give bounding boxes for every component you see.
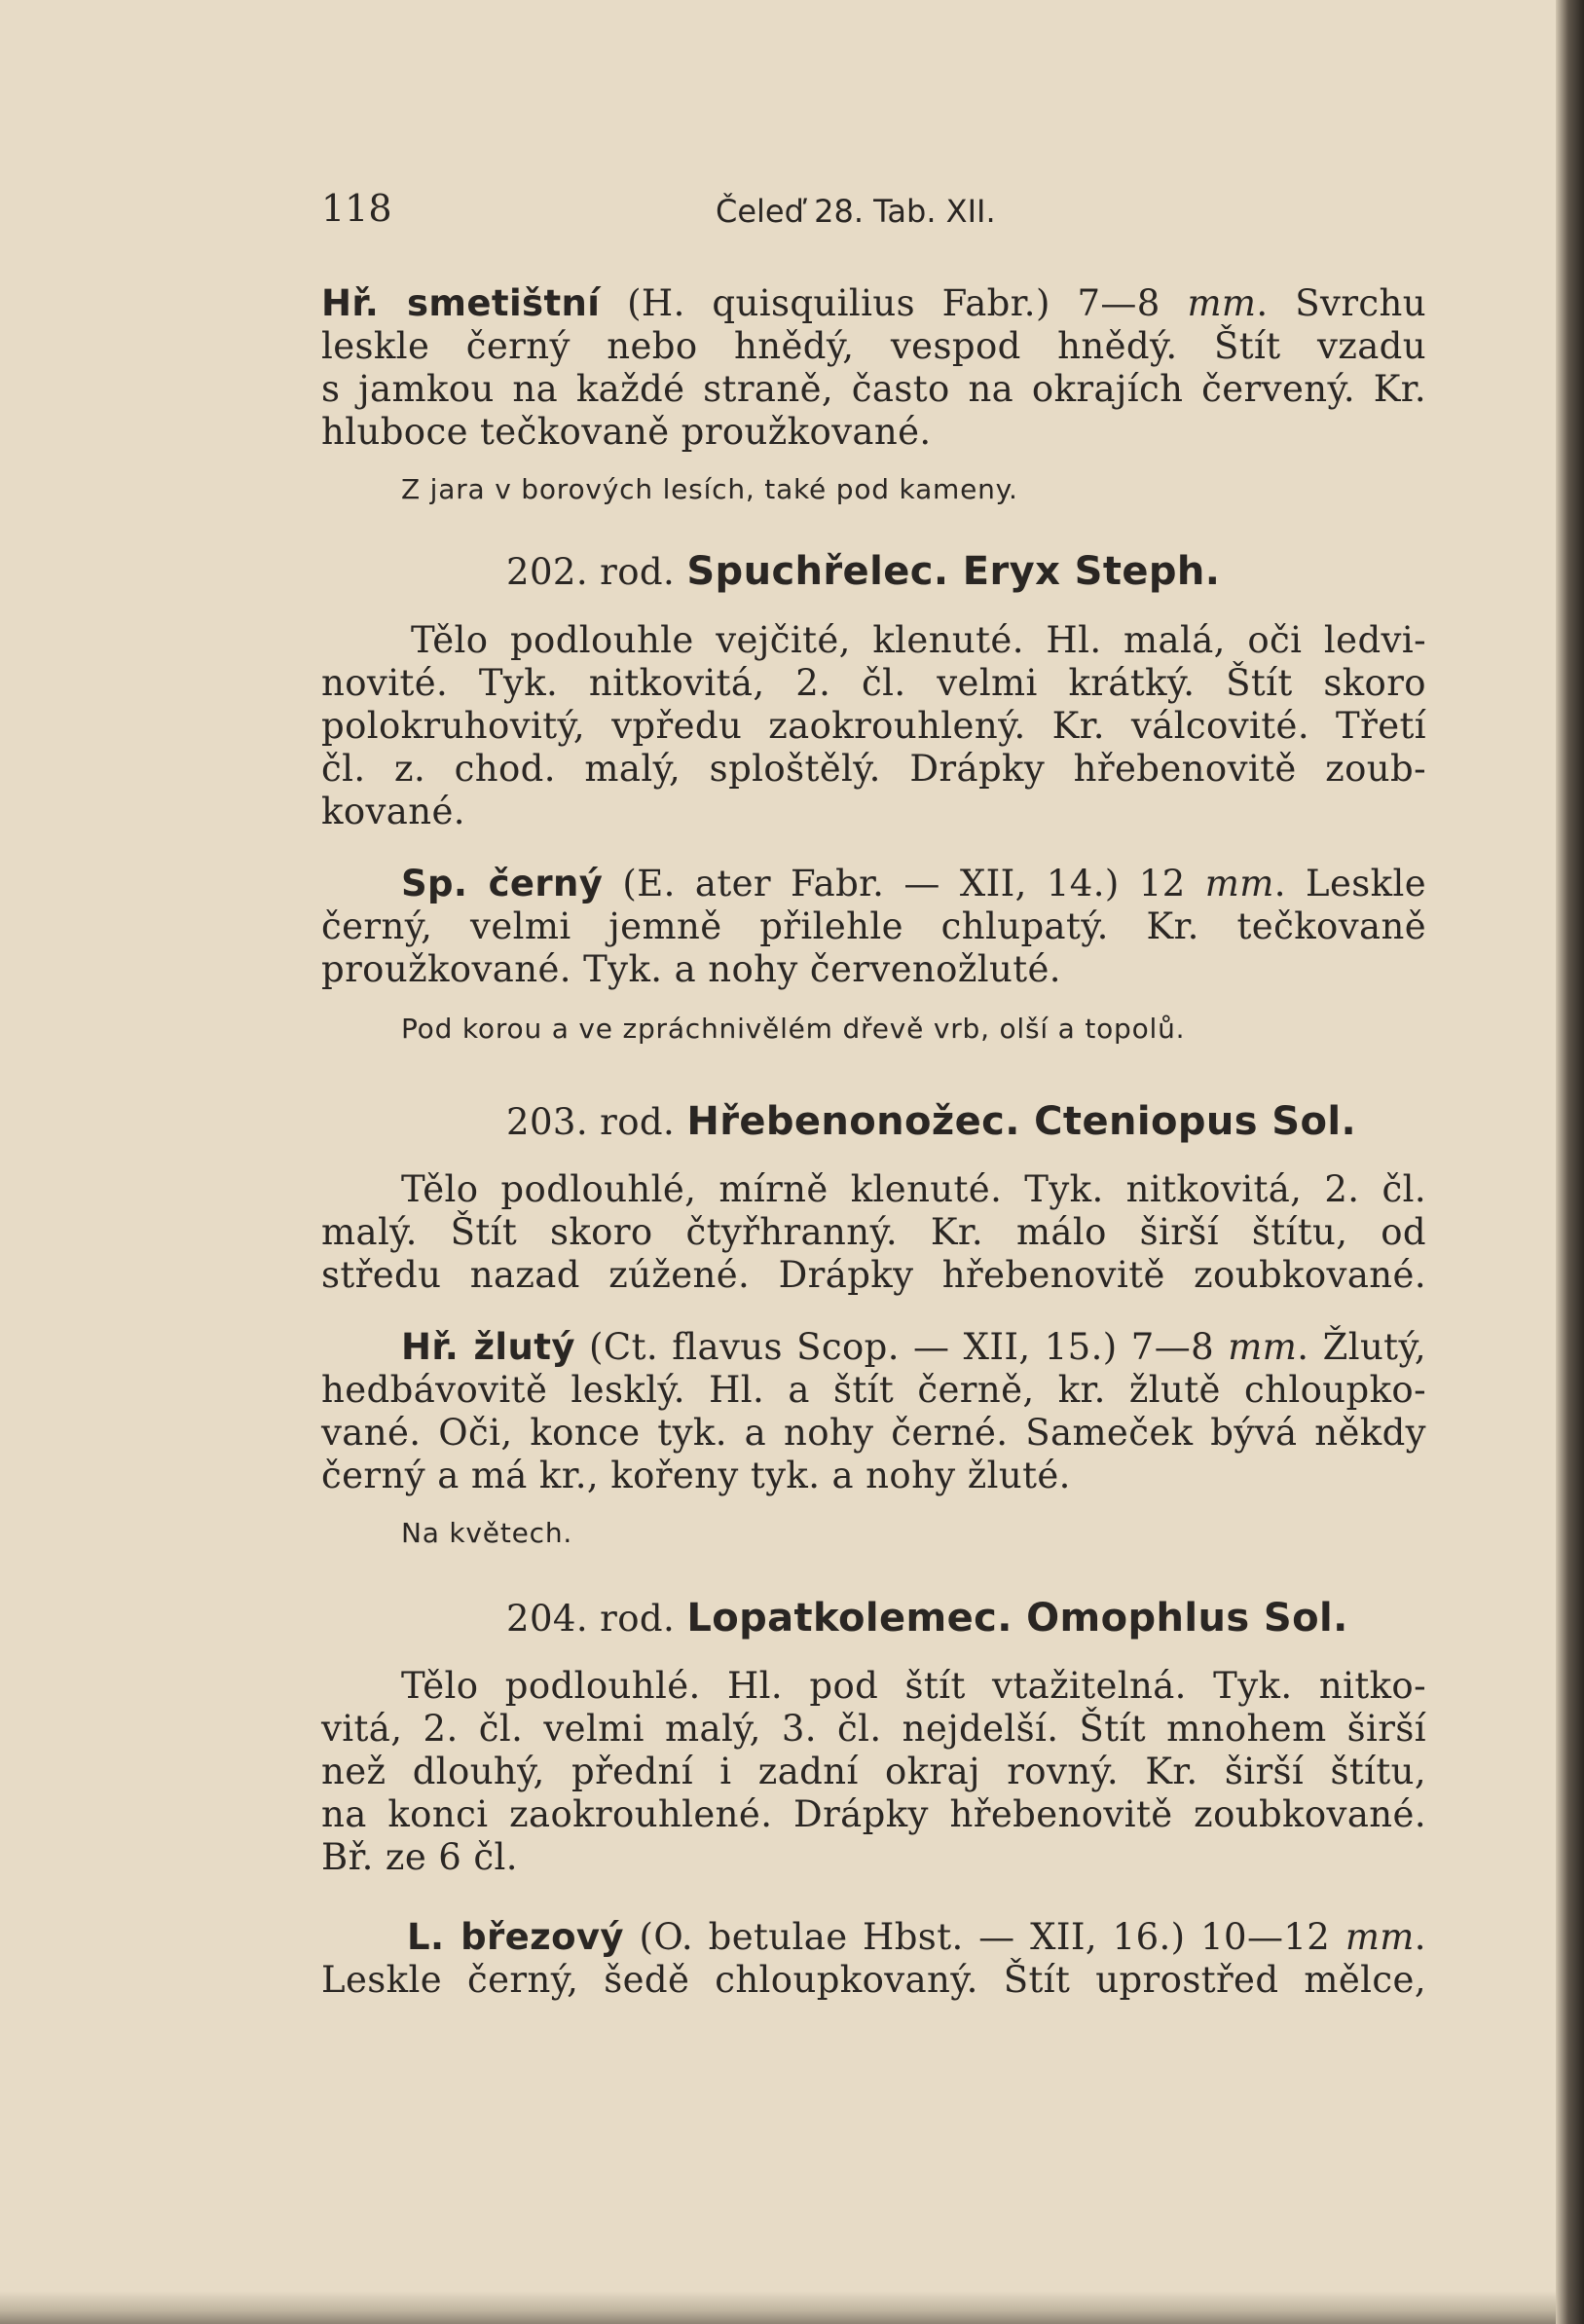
genus-title: Spuchřelec. Eryx Steph. — [686, 549, 1221, 594]
genus-number: 203. rod. — [506, 1101, 676, 1143]
text-line: na konci zaokrouhlené. Drápky hřebenovitě zoubkované. — [321, 1793, 1426, 1835]
text-line: vitá, 2. čl. velmi malý, 3. čl. nejdelší. Štít mnohem širší — [321, 1708, 1426, 1750]
species-name: Hř. smetištní — [321, 282, 601, 324]
page-number: 118 — [321, 187, 392, 230]
species-name: Hř. žlutý — [401, 1326, 575, 1368]
text-line: Tělo podlouhlé, mírně klenuté. Tyk. nitkovitá, 2. čl. — [401, 1168, 1426, 1210]
running-title: Čeleď 28. Tab. XII. — [716, 193, 996, 230]
genus-heading — [506, 1100, 1556, 1144]
unit: mm — [1228, 1326, 1298, 1368]
text-line: černý, velmi jemně přilehle chlupatý. Kr. tečkovaně — [321, 905, 1426, 947]
text-line: s jamkou na každé straně, často na okrajích červený. Kr. — [321, 368, 1426, 410]
text-line: Leskle černý, šedě chloupkovaný. Štít uprostřed mělce, — [321, 1959, 1426, 2001]
text-line: leskle černý nebo hnědý, vespod hnědý. Štít vzadu — [321, 325, 1426, 367]
text-line: novité. Tyk. nitkovitá, 2. čl. velmi krátký. Štít skoro — [321, 662, 1426, 704]
text-line: malý. Štít skoro čtyřhranný. Kr. málo širší štítu, od — [321, 1211, 1426, 1253]
species-name: Sp. černý — [401, 863, 604, 904]
unit: mm — [1187, 282, 1257, 324]
habitat-note: Z jara v borových lesích, také pod kameny. — [401, 473, 1018, 505]
text-line: Tělo podlouhle vejčité, klenuté. Hl. malá, oči ledvi- — [411, 619, 1426, 661]
text-line: Tělo podlouhlé. Hl. pod štít vtažitelná. Tyk. nitko- — [401, 1665, 1426, 1707]
species-entry-line: Hř. žlutý (Ct. flavus Scop. — XII, 15.) 7—8 mm. Žlutý, — [401, 1326, 1426, 1368]
text-line: hluboce tečkovaně proužkované. — [321, 411, 932, 453]
text-line: Bř. ze 6 čl. — [321, 1836, 518, 1878]
book-spine-edge — [1556, 0, 1584, 2324]
genus-number: 204. rod. — [506, 1598, 676, 1640]
genus-title: Lopatkolemec. Omophlus Sol. — [686, 1596, 1348, 1641]
text-line: hedbávovitě lesklý. Hl. a štít černě, kr. žlutě chloupko- — [321, 1369, 1426, 1411]
genus-heading — [506, 1597, 1556, 1641]
text-line: čl. z. chod. malý, sploštělý. Drápky hřebenovitě zoub- — [321, 748, 1426, 790]
page-header — [321, 187, 1426, 236]
genus-number: 202. rod. — [506, 551, 676, 593]
habitat-note: Pod korou a ve zpráchnivělém dřevě vrb, olší a topolů. — [401, 1013, 1186, 1045]
species-entry-line: Hř. smetištní (H. quisquilius Fabr.) 7—8 mm. Svrchu — [321, 282, 1426, 324]
text-line: polokruhovitý, vpředu zaokrouhlený. Kr. válcovité. Třetí — [321, 705, 1426, 747]
text-line: než dlouhý, přední i zadní okraj rovný. Kr. širší štítu, — [321, 1751, 1426, 1792]
species-entry-line: L. březový (O. betulae Hbst. — XII, 16.) 10—12 mm. — [407, 1916, 1426, 1958]
habitat-note: Na květech. — [401, 1517, 573, 1549]
species-name: L. březový — [407, 1916, 624, 1958]
text-line: černý a má kr., kořeny tyk. a nohy žluté. — [321, 1455, 1071, 1496]
unit: mm — [1204, 863, 1274, 904]
text-line: proužkované. Tyk. a nohy červenožluté. — [321, 948, 1061, 990]
species-entry-line: Sp. černý (E. ater Fabr. — XII, 14.) 12 mm. Leskle — [401, 863, 1426, 904]
text-line: kované. — [321, 791, 465, 832]
page-bottom-edge — [0, 2291, 1556, 2324]
genus-title: Hřebenonožec. Cteniopus Sol. — [686, 1099, 1357, 1144]
genus-heading — [506, 550, 1556, 594]
unit: mm — [1345, 1916, 1415, 1958]
text-line: vané. Oči, konce tyk. a nohy černé. Sameček bývá někdy — [321, 1412, 1426, 1454]
text-line: středu nazad zúžené. Drápky hřebenovitě zoubkované. — [321, 1254, 1426, 1296]
